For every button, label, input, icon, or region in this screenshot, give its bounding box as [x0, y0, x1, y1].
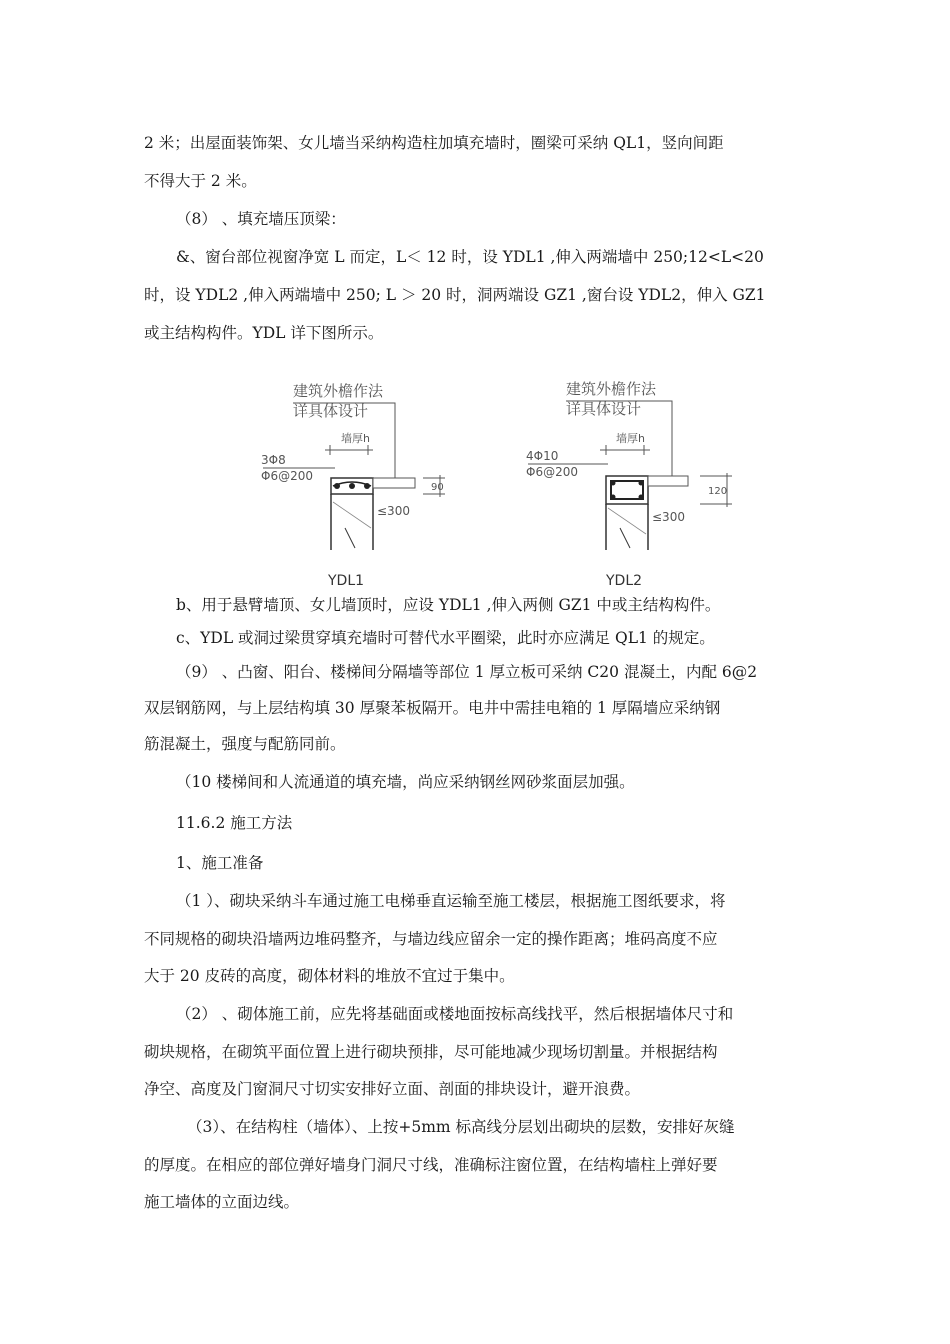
ydl1-note-line1: 建筑外檐作法 [293, 382, 384, 400]
ydl2-height-dim: 120 [708, 486, 728, 497]
ydl1-wall-label: 墙厚h [341, 432, 370, 445]
paragraph-line: 大于 20 皮砖的高度，砌体材料的堆放不宜过于集中。 [144, 967, 515, 985]
paragraph-line: 不同规格的砌块沿墙两边堆码整齐，与墙边线应留余一定的操作距离；堆码高度不应 [144, 930, 718, 948]
paragraph-line: 时，设 YDL2 ,伸入两端墙中 250; L ＞ 20 时，洞两端设 GZ1 ,窗台设 YDL2，伸入 GZ1 [144, 286, 766, 304]
paragraph-line: （9） 、凸窗、阳台、楼梯间分隔墙等部位 1 厚立板可采纳 C20 混凝土，内配 6@2 [176, 663, 758, 681]
ydl1-rebar-bottom: Φ6@200 [261, 469, 313, 483]
ydl2-caption: YDL2 [606, 573, 643, 589]
paragraph-line: 净空、高度及门窗洞尺寸切实安排好立面、剖面的排块设计，避开浪费。 [144, 1080, 641, 1098]
paragraph-line: &、窗台部位视窗净宽 L 而定，L＜ 12 时，设 YDL1 ,伸入两端墙中 250;12<L<20 [176, 248, 764, 266]
paragraph-line: 或主结构构件。YDL 详下图所示。 [144, 324, 384, 342]
ydl2-diagram [520, 378, 750, 558]
paragraph-line: （1 ）、砌块采纳斗车通过施工电梯垂直运输至施工楼层，根据施工图纸要求，将 [176, 892, 726, 910]
ydl1-edge-dim: ≤300 [377, 504, 410, 518]
paragraph-line: b、用于悬臂墙顶、女儿墙顶时，应设 YDL1 ,伸入两侧 GZ1 中或主结构构件。 [176, 596, 721, 614]
paragraph-line: 施工墙体的立面边线。 [144, 1193, 300, 1211]
paragraph-line: 的厚度。在相应的部位弹好墙身门洞尺寸线，准确标注窗位置，在结构墙柱上弹好要 [144, 1156, 718, 1174]
ydl1-caption: YDL1 [328, 573, 365, 589]
ydl2-rebar-top: 4Φ10 [526, 449, 559, 463]
paragraph-line: 筋混凝土，强度与配筋同前。 [144, 735, 346, 753]
paragraph-line: 双层钢筋网，与上层结构填 30 厚聚苯板隔开。电井中需挂电箱的 1 厚隔墙应采纳钢 [144, 699, 721, 717]
section-heading: （8） 、填充墙压顶梁： [176, 210, 346, 228]
ydl2-rebar-bottom: Φ6@200 [526, 465, 578, 479]
paragraph-line: （10 楼梯间和人流通道的填充墙，尚应采纳钢丝网砂浆面层加强。 [176, 773, 635, 791]
paragraph-line: （2） 、砌体施工前，应先将基础面或楼地面按标高线找平，然后根据墙体尺寸和 [176, 1005, 734, 1023]
ydl1-note-line2: 详具体设计 [293, 402, 369, 420]
paragraph-line: 不得大于 2 米。 [144, 172, 257, 190]
section-heading: 1、施工准备 [176, 854, 264, 872]
ydl1-diagram [255, 378, 475, 558]
ydl1-height-dim: 90 [431, 482, 444, 493]
paragraph-line: c、YDL 或洞过梁贯穿填充墙时可替代水平圈梁，此时亦应满足 QL1 的规定。 [176, 629, 715, 647]
paragraph-line: 2 米；出屋面装饰架、女儿墙当采纳构造柱加填充墙时，圈梁可采纳 QL1，竖向间距 [144, 134, 724, 152]
ydl2-edge-dim: ≤300 [652, 510, 685, 524]
ydl1-rebar-top: 3Φ8 [261, 453, 286, 467]
ydl2-note-line2: 详具体设计 [566, 400, 642, 418]
section-heading: 11.6.2 施工方法 [176, 814, 293, 832]
ydl2-note-line1: 建筑外檐作法 [566, 380, 657, 398]
paragraph-line: （3）、在结构柱（墙体）、上按+5mm 标高线分层划出砌块的层数，安排好灰缝 [187, 1118, 735, 1136]
paragraph-line: 砌块规格，在砌筑平面位置上进行砌块预排，尽可能地减少现场切割量。并根据结构 [144, 1043, 718, 1061]
ydl2-wall-label: 墙厚h [616, 432, 645, 445]
